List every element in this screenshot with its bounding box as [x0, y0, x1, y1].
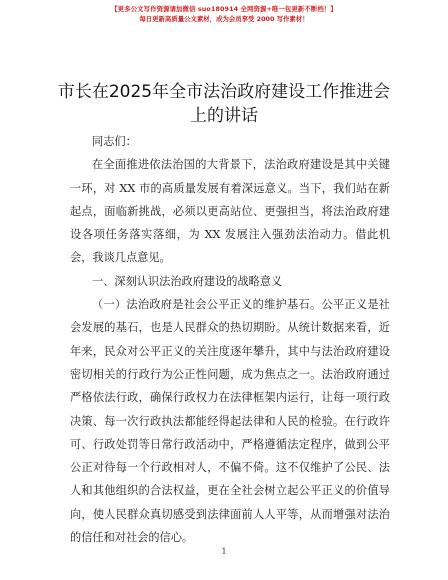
promo-banner-line-2: 每日更新高质量公文素材，成为会员享受 2000 写作素材！ [139, 15, 309, 23]
salutation: 同志们： [92, 135, 137, 148]
promo-banner [0, 4, 448, 24]
document-body [70, 130, 390, 549]
document-title: 市长在2025年全市法治政府建设工作推进会上的讲话 [57, 82, 391, 126]
page-number: 1 [221, 547, 227, 556]
promo-banner-line-1: 【更多公文写作资源请加微信 suo180914 全网资源+唯一包更新不断档！】 [111, 5, 337, 13]
section-paragraph: （一）法治政府是社会公平正义的维护基石。公平正义是社会发展的基石，也是人民群众的热切期盼。从统计数据来看，近年来，民众对公平正义的关注度逐年攀升，其中与法治政府建设密切相关的行政行为公正性问题，成为焦点之一。法治政府通过严格依法行政，确保行政权力在法律框架内运行，让每一项行政决策、每一次行政执法都能经得起法律和人民的检验。在行政许可、行政处罚等日常行政活动中，严格遵循法定程序，做到公平公正对待每一个行政相对人，不偏不倚。这不仅维护了公民、法人和其他组织的合法权益，更在全社会树立起公平正义的价值导向，使人民群众真切感受到法律面前人人平等，从而增强对法治的信任和对社会的信心。 [70, 298, 390, 545]
section-heading: 一、深刻认识法治政府建设的战略意义 [92, 274, 283, 288]
intro-paragraph: 在全面推进依法治国的大背景下，法治政府建设是其中关键一环，对 XX 市的高质量发展有着深远意义。当下，我们站在新起点，面临新挑战，必须以更高站位、更强担当，将法治政府建设各项任务落实落细，为 XX 发展注入强劲法治动力。借此机会，我谈几点意见。 [70, 158, 390, 265]
